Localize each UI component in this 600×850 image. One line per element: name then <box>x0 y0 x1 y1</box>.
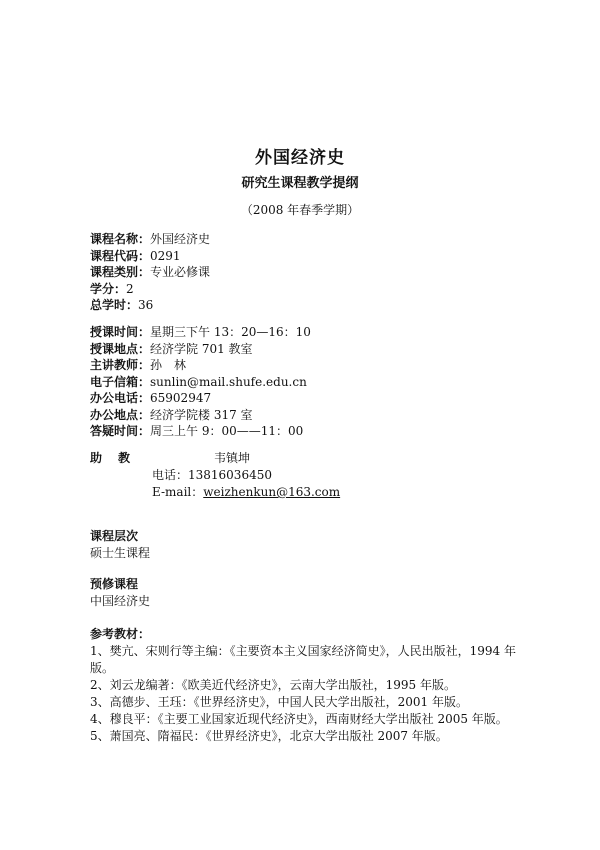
info-value: 0291 <box>150 248 181 263</box>
document-subtitle: 研究生课程教学提纲 <box>241 176 359 191</box>
info-row-class-time <box>90 324 520 341</box>
info-label: 课程名称： <box>90 232 151 246</box>
references-section <box>90 626 520 745</box>
info-label: 答疑时间： <box>90 424 151 438</box>
ta-label: 助 教 <box>90 451 133 465</box>
ta-email-row <box>90 484 520 501</box>
ta-name-row <box>90 450 520 467</box>
ta-email-link[interactable]: weizhenkun@163.com <box>203 485 341 499</box>
ta-email-label: E-mail： <box>152 485 204 499</box>
info-value: 孙 林 <box>150 358 187 372</box>
info-label: 办公电话： <box>90 391 151 405</box>
info-value: 经济学院 701 教室 <box>150 341 253 356</box>
prerequisite-section <box>90 576 520 609</box>
info-row-office-location <box>90 407 520 424</box>
info-label: 电子信箱： <box>90 374 151 389</box>
reference-item: 3、高德步、王珏：《世界经济史》，中国人民大学出版社，2001 年版。 <box>90 694 468 709</box>
info-value: sunlin@mail.shufe.edu.cn <box>150 374 307 389</box>
info-row-hours <box>90 297 520 314</box>
course-basic-info <box>90 231 520 314</box>
info-label: 总学时： <box>90 298 139 312</box>
info-row-course-type <box>90 264 520 281</box>
course-level-section <box>90 528 520 561</box>
info-row-office-phone <box>90 390 520 407</box>
reference-item: 4、穆良平：《主要工业国家近现代经济史》，西南财经大学出版社 2005 年版。 <box>90 711 508 726</box>
info-value: 外国经济史 <box>150 232 211 246</box>
info-row-course-code <box>90 248 520 265</box>
info-label: 课程代码： <box>90 248 151 263</box>
info-value: 专业必修课 <box>150 265 211 279</box>
course-level-heading: 课程层次 <box>90 529 139 543</box>
prerequisite-value: 中国经济史 <box>90 593 151 608</box>
info-value: 36 <box>138 298 154 312</box>
info-label: 授课地点： <box>90 341 151 356</box>
info-label: 学分： <box>90 281 127 296</box>
info-value: 周三上午 9：00——11：00 <box>150 424 304 438</box>
ta-phone: 电话：13816036450 <box>152 468 272 482</box>
ta-name: 韦镇坤 <box>214 451 251 465</box>
course-level-value: 硕士生课程 <box>90 545 151 560</box>
info-value: 2 <box>126 281 134 296</box>
reference-item: 1、樊亢、宋则行等主编：《主要资本主义国家经济简史》，人民出版社，1994 年版。 <box>90 643 516 675</box>
reference-item: 5、萧国亮、隋福民：《世界经济史》，北京大学出版社 2007 年版。 <box>90 728 448 743</box>
teaching-assistant-info <box>90 450 520 501</box>
prerequisite-heading: 预修课程 <box>90 577 139 591</box>
info-row-lecturer <box>90 357 520 374</box>
info-value: 星期三下午 13：20—16：10 <box>150 325 311 339</box>
course-schedule-info <box>90 324 520 440</box>
info-value: 65902947 <box>150 391 212 405</box>
semester-note: （2008 年春季学期） <box>240 203 360 217</box>
info-row-office-hours <box>90 423 520 440</box>
info-label: 办公地点： <box>90 407 151 422</box>
ta-phone-row <box>90 467 520 484</box>
info-value: 经济学院楼 317 室 <box>150 407 253 422</box>
info-label: 课程类别： <box>90 265 151 279</box>
reference-item: 2、刘云龙编著：《欧美近代经济史》，云南大学出版社，1995 年版。 <box>90 677 456 692</box>
info-row-course-name <box>90 231 520 248</box>
document-title: 外国经济史 <box>255 148 345 168</box>
info-row-email <box>90 374 520 391</box>
info-row-class-location <box>90 341 520 358</box>
info-row-credits <box>90 281 520 298</box>
info-label: 授课时间： <box>90 325 151 339</box>
references-heading: 参考教材： <box>90 627 151 641</box>
info-label: 主讲教师： <box>90 358 151 372</box>
